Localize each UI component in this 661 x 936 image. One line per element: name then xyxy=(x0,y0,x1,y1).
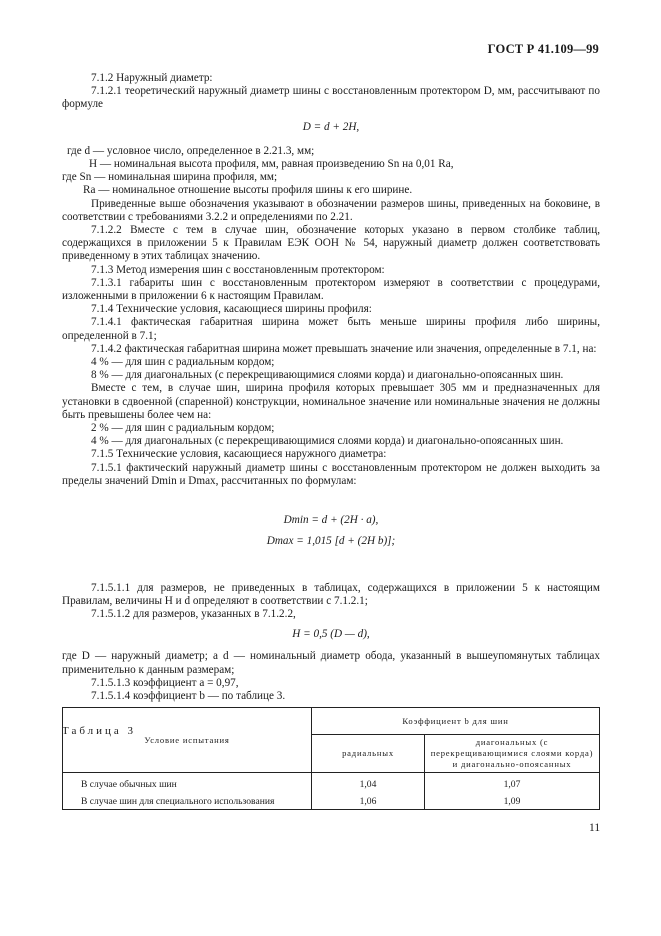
section-7-1-5-1-2: 7.1.5.1.2 для размеров, указанных в 7.1.2.2, xyxy=(91,607,296,620)
item-4-percent-diagonal: 4 % — для диагональных (с перекрещивающимися слоями корда) и диагонально-опоясанных шин. xyxy=(91,435,564,448)
radial-value: 1,06 xyxy=(312,792,425,810)
item-4-percent-radial: 4 % — для шин с радиальным кордом; xyxy=(91,356,275,369)
header-radial: радиальных xyxy=(312,735,425,773)
where-d: где d — условное число, определенное в 2.21.3, мм; xyxy=(67,144,315,157)
where-sn: где Sn — номинальная ширина профиля, мм; xyxy=(62,171,278,184)
document-header: ГОСТ Р 41.109—99 xyxy=(487,42,599,56)
table-row xyxy=(63,773,600,793)
section-7-1-5-1: 7.1.5.1 фактический наружный диаметр шины с восстановленным протектором не должен выходить за пределы значений Dmin и Dmax, рассчитанных по формулам: xyxy=(62,461,600,487)
paragraph-designations: Приведенные выше обозначения указывают в обозначении размеров шины, приведенных на боковине, в соответствии с требованиями 3.2.2 и определениями по 2.21. xyxy=(62,197,600,223)
condition-cell: В случае шин для специального использования xyxy=(63,792,312,810)
coefficient-table xyxy=(62,707,600,810)
where-ra: Ra — номинальное отношение высоты профиля шины к его ширине. xyxy=(83,184,413,197)
formula-h: H = 0,5 (D — d), xyxy=(292,628,370,641)
item-2-percent-radial: 2 % — для шин с радиальным кордом; xyxy=(91,422,275,435)
where-h: H — номинальная высота профиля, мм, равная произведению Sn на 0,01 Ra, xyxy=(89,158,454,171)
section-7-1-2: 7.1.2 Наружный диаметр: xyxy=(91,72,213,84)
header-test-condition: Условие испытания xyxy=(63,708,312,773)
condition-cell: В случае обычных шин xyxy=(63,773,312,793)
document-body xyxy=(62,72,600,738)
radial-value: 1,04 xyxy=(312,773,425,793)
header-coefficient-b: Коэффициент b для шин xyxy=(312,708,600,735)
section-7-1-3-1: 7.1.3.1 габариты шин с восстановленным протектором измеряют в соответствии с процедурами, изложенными в приложении 6 к настоящим Правилам. xyxy=(62,276,600,303)
section-7-1-5-1-3: 7.1.5.1.3 коэффициент a = 0,97, xyxy=(91,676,239,689)
table-row xyxy=(63,792,600,810)
section-7-1-4-1: 7.1.4.1 фактическая габаритная ширина может быть меньше ширины профиля либо ширины, определенной в 7.1; xyxy=(62,316,600,342)
section-7-1-5-1-4: 7.1.5.1.4 коэффициент b — по таблице 3. xyxy=(91,689,286,702)
diagonal-value: 1,07 xyxy=(425,773,600,793)
section-7-1-2-1: 7.1.2.1 теоретический наружный диаметр шины с восстановленным протектором D, мм, рассчитывают по формуле xyxy=(62,85,600,111)
section-7-1-2-2: 7.1.2.2 Вместе с тем в случае шин, обозначение которых указано в первом столбике таблиц, содержащихся в приложении 5 к Правилам ЕЭК ООН № 54, наружный диаметр должен соответствовать приведенному в этих таблицах значению. xyxy=(62,224,600,263)
header-diagonal: диагональных (с перекрещивающимися слоями корда) и диагонально-опоясанных xyxy=(425,735,600,773)
item-8-percent-diagonal: 8 % — для диагональных (с перекрещивающимися слоями корда) и диагонально-опоясанных шин. xyxy=(91,369,564,382)
table-caption: Таблица 3 xyxy=(62,725,137,738)
section-7-1-5-1-1: 7.1.5.1.1 для размеров, не приведенных в таблицах, содержащихся в приложении 5 к настоящим Правилам, величины H и d определяют в соответствии с 7.1.2.1; xyxy=(62,581,600,607)
section-7-1-4: 7.1.4 Технические условия, касающиеся ширины профиля: xyxy=(91,303,372,316)
section-7-1-5: 7.1.5 Технические условия, касающиеся наружного диаметра: xyxy=(91,448,387,461)
formula-dmin: Dmin = d + (2H · a), xyxy=(283,514,379,527)
formula-diameter: D = d + 2H, xyxy=(302,120,360,133)
formula-dmax: Dmax = 1,015 [d + (2H b)]; xyxy=(266,535,396,548)
page-number: 11 xyxy=(589,822,601,834)
section-7-1-3: 7.1.3 Метод измерения шин с восстановленным протектором: xyxy=(91,263,385,276)
section-7-1-4-2: 7.1.4.2 фактическая габаритная ширина может превышать значение или значения, определенные в 7.1, на: xyxy=(91,342,597,355)
diagonal-value: 1,09 xyxy=(425,792,600,810)
where-d-rim: где D — наружный диаметр; а d — номинальный диаметр обода, указанный в вышеупомянутых таблицах применительно к данным размерам; xyxy=(62,650,600,676)
paragraph-dual-tires: Вместе с тем, в случае шин, ширина профиля которых превышает 305 мм и предназначенных для установки в сдвоенной (спаренной) конструкции, номинальное значение или номинальные значения не должны быть превышены более чем на: xyxy=(62,382,600,421)
